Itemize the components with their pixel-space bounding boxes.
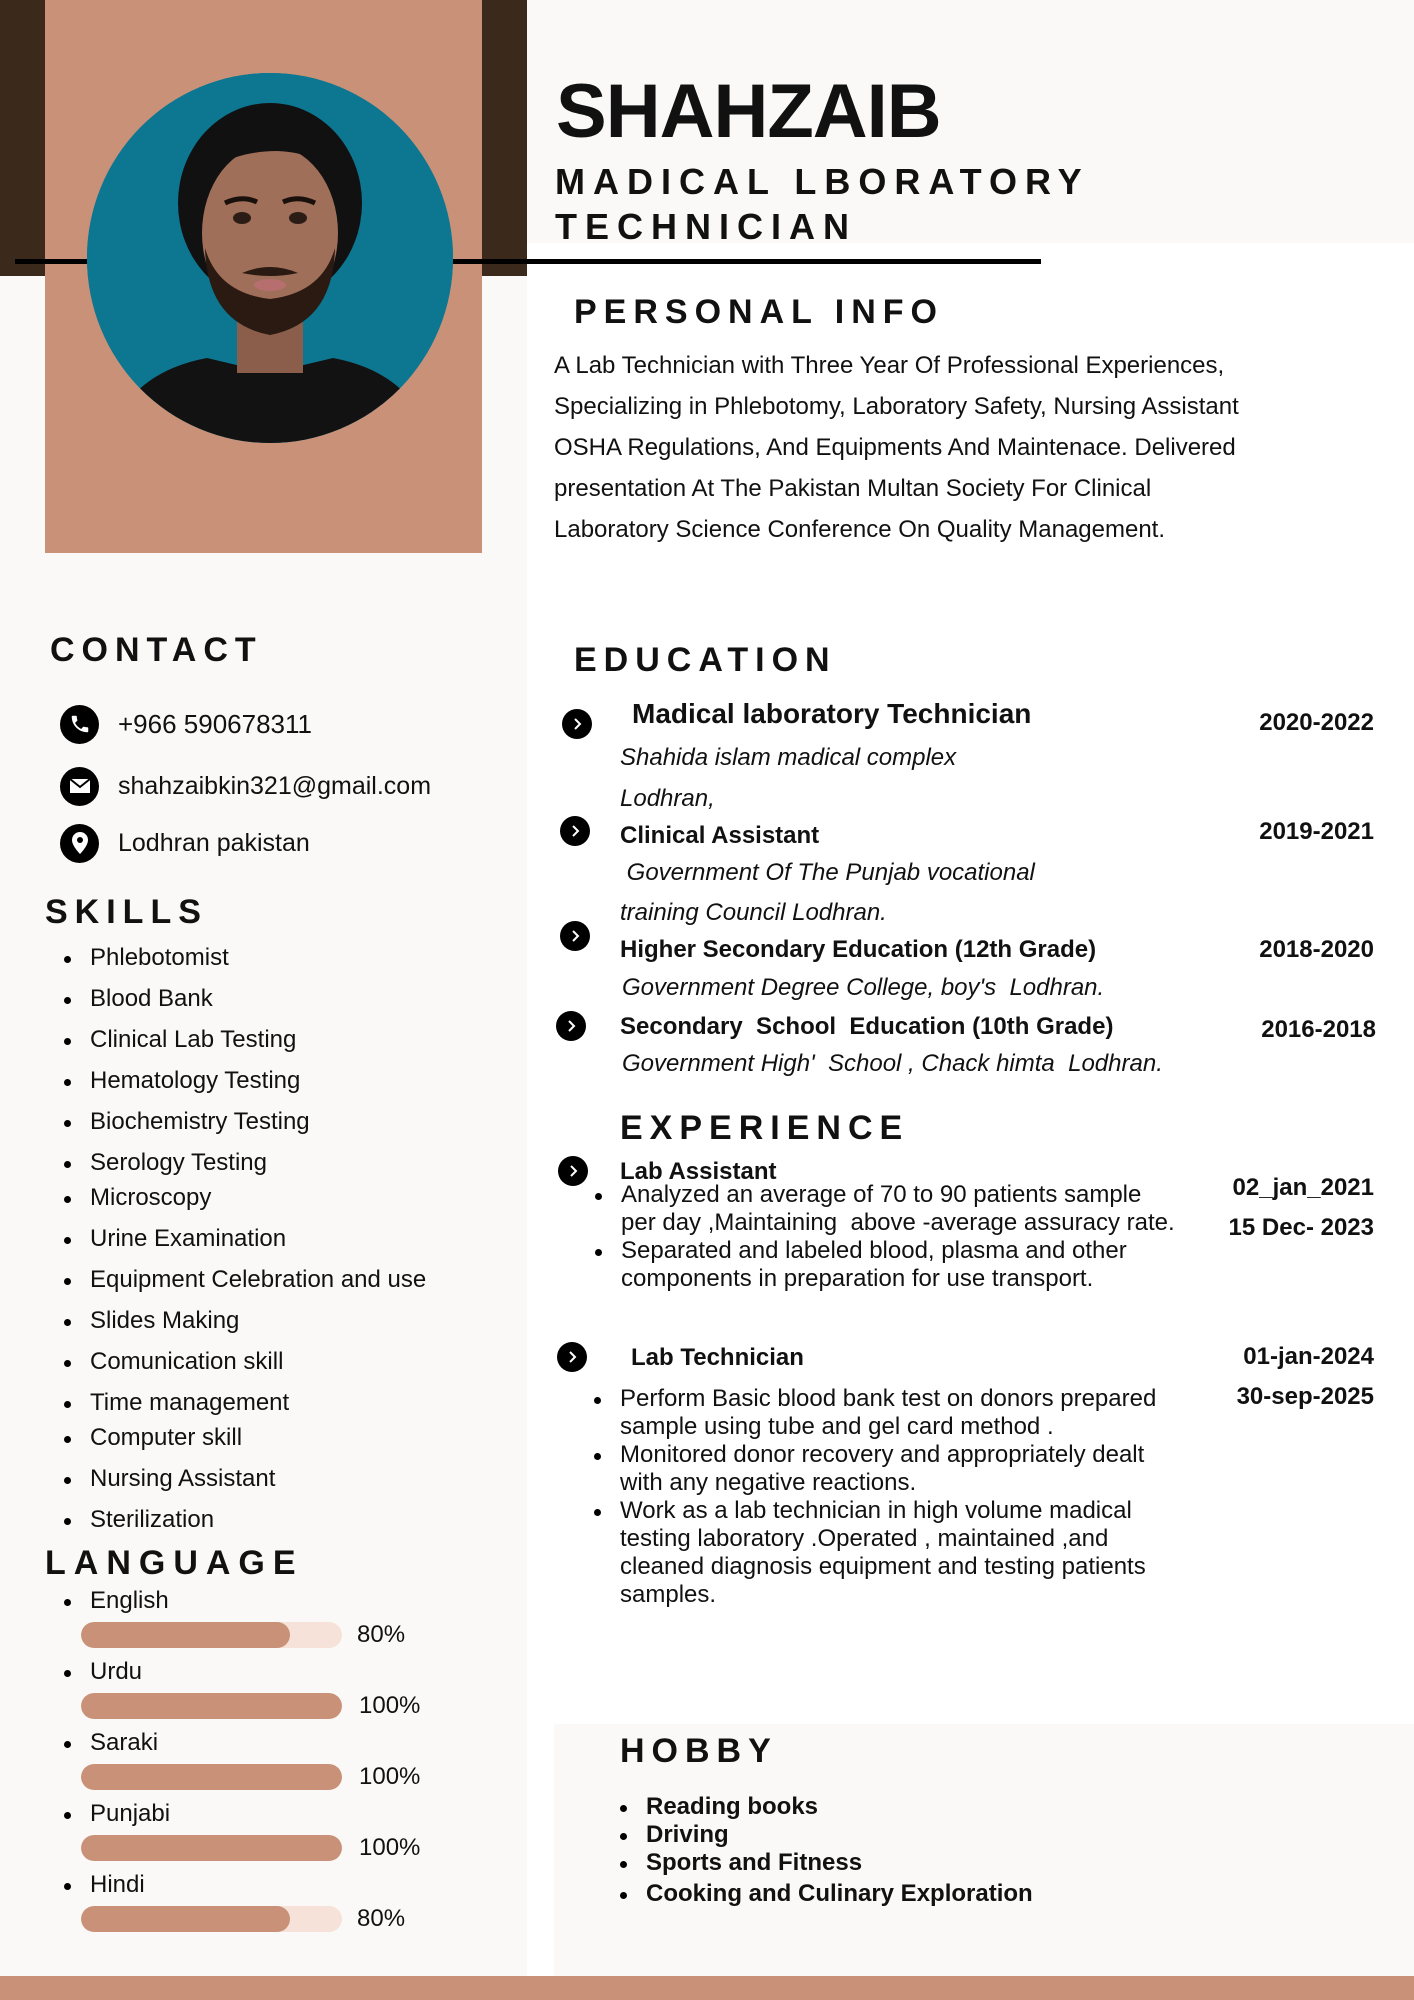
hobby-list [601, 1793, 1033, 1908]
education-date: 2019-2021 [1259, 818, 1374, 845]
person-portrait-icon [87, 73, 453, 443]
contact-phone [60, 704, 312, 744]
bullet-line: samples. [620, 1581, 717, 1608]
language-percent: 100% [359, 1834, 421, 1861]
language-name: Hindi [45, 1871, 145, 1899]
language-progress-bar [81, 1693, 342, 1719]
experience-bullet [575, 1385, 1215, 1441]
skill-item: Sterilization [45, 1506, 426, 1534]
language-name: Punjabi [45, 1800, 170, 1828]
bullet-line: per day ,Maintaining above -average assuracy rate. [621, 1209, 1175, 1236]
skill-item: Time management [45, 1389, 426, 1417]
education-date: 2018-2020 [1259, 936, 1374, 963]
experience-heading: EXPERIENCE [620, 1109, 910, 1147]
bullet-line: components in preparation for use transport. [621, 1265, 1094, 1292]
contact-location [60, 823, 310, 863]
language-progress-bar [81, 1906, 342, 1932]
chevron-right-icon [560, 816, 590, 846]
email-address[interactable]: shahzaibkin321@gmail.com [118, 771, 432, 800]
experience-bullet [575, 1441, 1215, 1497]
skill-item: Computer skill [45, 1424, 426, 1452]
skills-heading: SKILLS [45, 893, 208, 931]
contact-email [60, 766, 431, 806]
hobby-item: Driving [601, 1821, 1033, 1849]
skill-item: Equipment Celebration and use [45, 1266, 426, 1294]
phone-icon [60, 705, 99, 744]
experience-bullet [576, 1181, 1216, 1237]
profile-photo [87, 73, 453, 443]
skill-item: Serology Testing [45, 1149, 426, 1177]
language-item [45, 1658, 142, 1686]
skill-item: Hematology Testing [45, 1067, 426, 1095]
experience-bullets [575, 1385, 1215, 1609]
job-title-line-1: MADICAL LBORATORY [555, 161, 1090, 202]
skill-item: Comunication skill [45, 1348, 426, 1376]
language-progress-fill [81, 1764, 342, 1790]
mail-icon [60, 767, 99, 806]
education-institution-line: Shahida islam madical complex [620, 744, 957, 771]
language-percent: 100% [359, 1692, 421, 1719]
education-title: Higher Secondary Education (12th Grade) [620, 936, 1097, 963]
language-item [45, 1587, 169, 1615]
skill-item: Urine Examination [45, 1225, 426, 1253]
experience-date-start: 01-jan-2024 [1243, 1343, 1374, 1370]
chevron-right-icon [556, 1011, 586, 1041]
personal-info-heading: PERSONAL INFO [574, 293, 944, 331]
language-percent: 80% [357, 1905, 406, 1932]
experience-bullet [576, 1237, 1216, 1293]
contact-heading: CONTACT [50, 631, 263, 669]
education-institution-line: Government Degree College, boy's Lodhran. [622, 974, 1105, 1001]
experience-bullets [576, 1181, 1216, 1293]
language-name: Urdu [45, 1658, 142, 1686]
hobby-heading: HOBBY [620, 1732, 778, 1770]
candidate-name: SHAHZAIB [556, 69, 941, 154]
experience-bullet [575, 1497, 1215, 1609]
location-pin-icon [60, 824, 99, 863]
bullet-line: with any negative reactions. [620, 1469, 917, 1496]
language-progress-fill [81, 1906, 290, 1932]
language-progress-fill [81, 1835, 342, 1861]
chevron-right-icon [557, 1342, 587, 1372]
chevron-right-icon [560, 921, 590, 951]
education-institution-line: Lodhran, [620, 785, 715, 812]
experience-date-end: 30-sep-2025 [1236, 1383, 1374, 1410]
hobby-item: Sports and Fitness [601, 1849, 1033, 1877]
bullet-line: sample using tube and gel card method . [620, 1413, 1054, 1440]
skill-item: Slides Making [45, 1307, 426, 1335]
education-institution-line: Government Of The Punjab vocational [620, 859, 1035, 886]
education-institution-line: Government High' School , Chack himta Lodhran. [622, 1050, 1163, 1077]
language-progress-bar [81, 1764, 342, 1790]
skill-item: Nursing Assistant [45, 1465, 426, 1493]
experience-date-start: 02_jan_2021 [1232, 1174, 1374, 1201]
location-text: Lodhran pakistan [118, 828, 310, 857]
education-title: Madical laboratory Technician [632, 698, 1032, 729]
education-title: Clinical Assistant [620, 822, 820, 849]
language-progress-fill [81, 1622, 290, 1648]
education-date: 2020-2022 [1259, 709, 1374, 736]
personal-info-line: A Lab Technician with Three Year Of Professional Experiences, [554, 352, 1225, 379]
language-item [45, 1871, 145, 1899]
personal-info-line: OSHA Regulations, And Equipments And Maintenace. Delivered [554, 434, 1236, 461]
language-progress-fill [81, 1693, 342, 1719]
job-title-line-2: TECHNICIAN [555, 206, 857, 247]
education-institution-line: training Council Lodhran. [620, 899, 887, 926]
hobby-item: Reading books [601, 1793, 1033, 1821]
experience-title: Lab Technician [631, 1344, 804, 1371]
language-heading: LANGUAGE [45, 1544, 304, 1582]
skill-item: Clinical Lab Testing [45, 1026, 426, 1054]
bullet-line: Perform Basic blood bank test on donors prepared [620, 1385, 1157, 1412]
language-progress-bar [81, 1622, 342, 1648]
bullet-line: testing laboratory .Operated , maintained ,and [620, 1525, 1109, 1552]
skill-item: Biochemistry Testing [45, 1108, 426, 1136]
footer-bar [0, 1976, 1414, 2000]
language-percent: 80% [357, 1621, 406, 1648]
personal-info-line: Laboratory Science Conference On Quality Management. [554, 516, 1166, 543]
experience-date-end: 15 Dec- 2023 [1228, 1214, 1374, 1241]
language-item [45, 1729, 158, 1757]
experience-title: Lab Assistant [620, 1158, 777, 1185]
skill-item: Phlebotomist [45, 944, 426, 972]
chevron-right-icon [562, 709, 592, 739]
skill-item: Blood Bank [45, 985, 426, 1013]
language-progress-bar [81, 1835, 342, 1861]
personal-info-line: presentation At The Pakistan Multan Society For Clinical [554, 475, 1152, 502]
language-item [45, 1800, 170, 1828]
education-date: 2016-2018 [1261, 1016, 1376, 1043]
bullet-line: Separated and labeled blood, plasma and other [621, 1237, 1127, 1264]
skills-list [45, 944, 426, 1534]
language-name: Saraki [45, 1729, 158, 1757]
education-title: Secondary School Education (10th Grade) [620, 1013, 1114, 1040]
bullet-line: cleaned diagnosis equipment and testing patients [620, 1553, 1146, 1580]
language-name: English [45, 1587, 169, 1615]
bullet-line: Work as a lab technician in high volume madical [620, 1497, 1132, 1524]
hobby-item: Cooking and Culinary Exploration [601, 1880, 1033, 1908]
education-heading: EDUCATION [574, 641, 837, 679]
bullet-line: Monitored donor recovery and appropriately dealt [620, 1441, 1145, 1468]
language-percent: 100% [359, 1763, 421, 1790]
phone-number[interactable]: +966 590678311 [118, 708, 312, 739]
personal-info-text [554, 345, 1334, 550]
personal-info-line: Specializing in Phlebotomy, Laboratory Safety, Nursing Assistant [554, 393, 1239, 420]
skill-item: Microscopy [45, 1184, 426, 1212]
bullet-line: Analyzed an average of 70 to 90 patients sample [621, 1181, 1142, 1208]
